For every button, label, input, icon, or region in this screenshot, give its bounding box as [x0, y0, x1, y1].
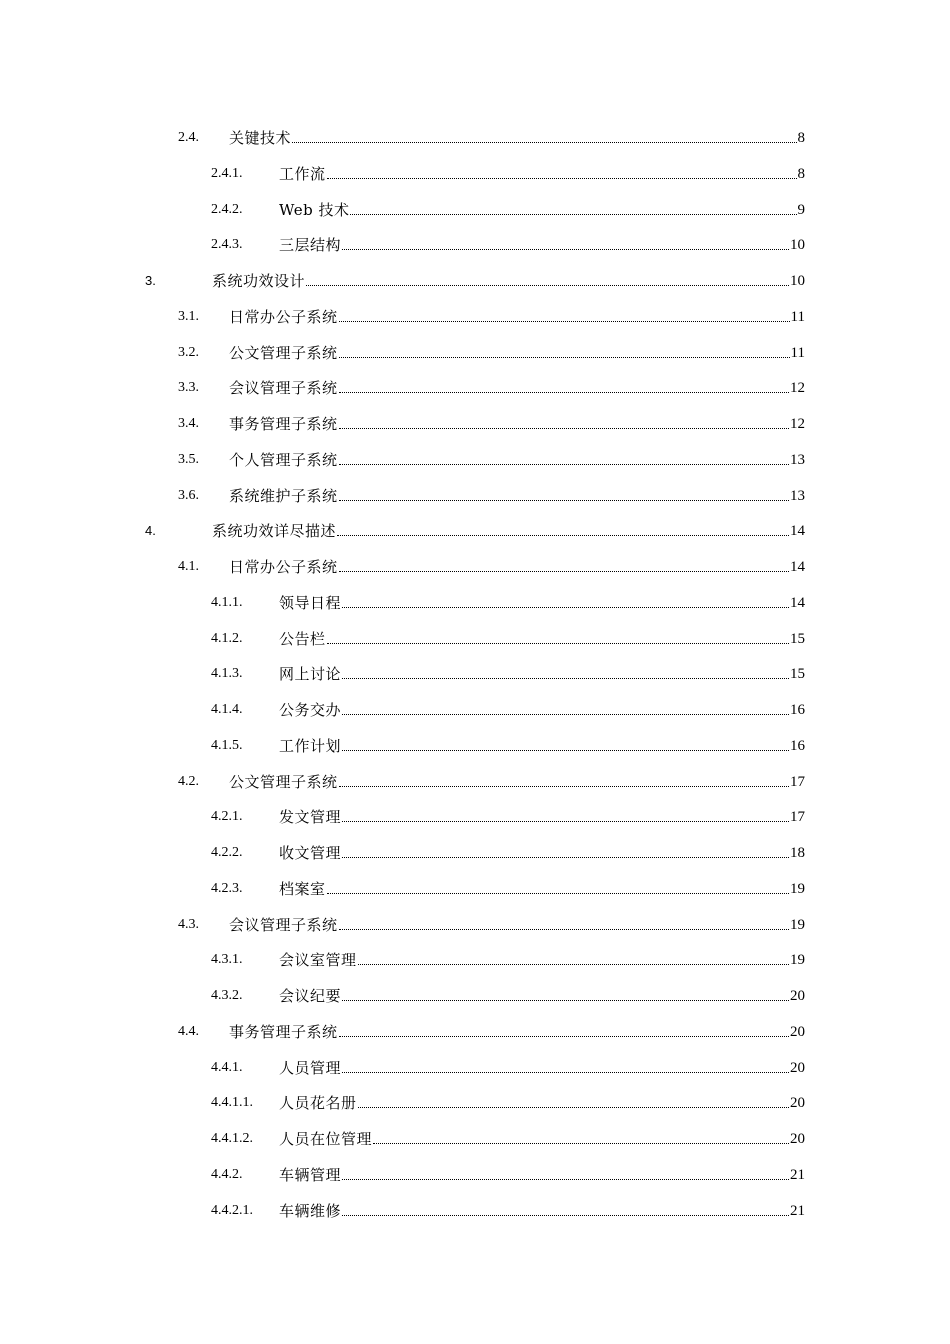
toc-entry[interactable]: [0, 336, 805, 362]
toc-entry-page: 16: [790, 737, 805, 754]
toc-entry[interactable]: [0, 872, 805, 898]
toc-dot-leader: [342, 1179, 789, 1180]
toc-entry-title: 系统功效详尽描述: [212, 522, 337, 541]
toc-entry-title: 人员管理: [279, 1058, 342, 1077]
toc-entry[interactable]: [0, 1015, 805, 1041]
toc-dot-leader: [342, 1000, 789, 1001]
toc-entry-number: 4.4.1.: [211, 1059, 243, 1075]
toc-entry[interactable]: [0, 514, 805, 540]
toc-entry[interactable]: [0, 443, 805, 469]
toc-dot-leader: [306, 285, 789, 286]
toc-entry-page: 19: [790, 952, 805, 969]
toc-entry-page: 11: [790, 344, 805, 361]
toc-entry-page: 20: [790, 1023, 805, 1040]
toc-entry-page: 9: [797, 201, 805, 218]
toc-dot-leader: [292, 142, 796, 143]
toc-entry-page: 17: [790, 809, 805, 826]
toc-dot-leader: [339, 464, 789, 465]
toc-entry-title: 公务交办: [279, 701, 342, 719]
toc-entry-number: 4.4.2.1.: [211, 1202, 253, 1218]
toc-entry-title: 车辆管理: [279, 1165, 342, 1184]
toc-entry[interactable]: [0, 1194, 805, 1220]
toc-entry-page: 10: [790, 237, 805, 254]
toc-entry-title: 会议管理子系统: [229, 379, 338, 398]
toc-entry-page: 13: [790, 487, 805, 504]
toc-dot-leader: [327, 893, 789, 894]
toc-entry-page: 19: [790, 880, 805, 897]
toc-entry-number: 4.4.1.1.: [211, 1095, 253, 1111]
toc-entry[interactable]: [0, 157, 805, 183]
toc-entry[interactable]: [0, 1122, 805, 1148]
toc-entry-number: 4.2.: [178, 773, 199, 789]
toc-entry-page: 20: [790, 988, 805, 1004]
toc-entry[interactable]: [0, 586, 805, 612]
toc-entry-title: 会议管理子系统: [229, 915, 338, 934]
toc-entry-page: 20: [790, 1059, 805, 1076]
toc-dot-leader: [342, 1215, 789, 1216]
toc-entry-title: 人员在位管理: [279, 1130, 373, 1148]
toc-entry-page: 12: [790, 380, 805, 397]
toc-entry-title: 工作流: [279, 164, 326, 183]
toc-entry-number: 4.4.1.2.: [211, 1131, 253, 1146]
toc-entry-number: 3.6.: [178, 487, 199, 503]
toc-entry-page: 8: [797, 130, 805, 146]
toc-entry-number: 4.1.1.: [211, 594, 243, 610]
toc-entry-number: 4.1.2.: [211, 630, 243, 646]
toc-dot-leader: [339, 321, 790, 322]
toc-entry-number: 3.2.: [178, 344, 199, 360]
toc-entry-number: 4.3.2.: [211, 988, 243, 1003]
toc-entry-title: 公文管理子系统: [229, 343, 338, 362]
toc-entry-page: 11: [790, 308, 805, 325]
toc-dot-leader: [339, 392, 789, 393]
toc-entry[interactable]: [0, 1051, 805, 1077]
toc-dot-leader: [342, 607, 789, 608]
toc-entry[interactable]: [0, 1086, 805, 1112]
toc-entry[interactable]: [0, 264, 805, 290]
toc-dot-leader: [342, 714, 789, 715]
toc-entry-title: 事务管理子系统: [229, 415, 338, 433]
toc-dot-leader: [342, 249, 789, 250]
toc-entry-title: 网上讨论: [279, 665, 342, 684]
toc-entry-page: 19: [790, 916, 805, 933]
toc-entry[interactable]: [0, 300, 805, 326]
toc-entry-title: 事务管理子系统: [229, 1022, 338, 1041]
toc-entry-title: 领导日程: [279, 593, 342, 612]
toc-entry-number: 4.1.: [178, 559, 199, 574]
toc-entry-page: 18: [790, 845, 805, 861]
toc-entry[interactable]: [0, 800, 805, 826]
toc-entry-number: 3.5.: [178, 451, 199, 467]
toc-entry-title: 工作计划: [279, 736, 342, 755]
toc-entry-number: 4.4.: [178, 1023, 199, 1039]
toc-entry-title: 发文管理: [279, 808, 342, 827]
toc-entry-page: 14: [790, 523, 805, 540]
toc-entry-title: Web 技术: [279, 200, 350, 219]
toc-entry-title: 会议纪要: [279, 987, 342, 1005]
toc-entry-title: 公告栏: [279, 629, 326, 648]
toc-entry-number: 2.4.2.: [211, 201, 243, 217]
toc-entry-number: 2.4.: [178, 130, 199, 145]
toc-entry-number: 4.1.4.: [211, 702, 243, 717]
toc-entry-number: 2.4.1.: [211, 165, 243, 181]
toc-entry[interactable]: [0, 407, 805, 433]
toc-dot-leader: [339, 500, 789, 501]
toc-entry-number: 4.3.1.: [211, 952, 243, 968]
toc-entry-page: 20: [790, 1095, 805, 1112]
toc-entry[interactable]: [0, 228, 805, 254]
toc-entry-number: 4.4.2.: [211, 1166, 243, 1182]
toc-dot-leader: [327, 643, 789, 644]
toc-entry[interactable]: [0, 193, 805, 219]
toc-entry-title: 人员花名册: [279, 1094, 357, 1113]
toc-entry[interactable]: [0, 729, 805, 755]
toc-entry-page: 21: [790, 1202, 805, 1219]
toc-entry-page: 14: [790, 559, 805, 575]
toc-entry-number: 3.1.: [178, 308, 199, 324]
toc-dot-leader: [339, 1036, 789, 1037]
toc-entry-number: 4.2.3.: [211, 880, 243, 896]
toc-dot-leader: [339, 786, 789, 787]
toc-entry-number: 4.3.: [178, 916, 199, 932]
toc-entry-title: 日常办公子系统: [229, 307, 338, 326]
toc-dot-leader: [373, 1143, 789, 1144]
toc-dot-leader: [342, 1072, 789, 1073]
toc-entry-title: 系统维护子系统: [229, 486, 338, 505]
toc-entry-number: 3.4.: [178, 416, 199, 431]
toc-entry-title: 系统功效设计: [212, 272, 306, 290]
toc-entry[interactable]: [0, 550, 805, 576]
toc-entry-page: 16: [790, 702, 805, 718]
toc-dot-leader: [339, 929, 789, 930]
toc-entry[interactable]: [0, 979, 805, 1005]
toc-entry-title: 收文管理: [279, 844, 342, 862]
toc-entry-number: 4.: [145, 523, 156, 539]
toc-entry-title: 车辆维修: [279, 1201, 342, 1220]
toc-entry-title: 会议室管理: [279, 951, 357, 970]
toc-entry-number: 4.1.3.: [211, 666, 243, 682]
toc-entry-title: 三层结构: [279, 236, 342, 255]
toc-entry-page: 10: [790, 273, 805, 289]
toc-entry-number: 3.: [145, 273, 156, 288]
toc-entry-page: 21: [790, 1166, 805, 1183]
toc-entry[interactable]: [0, 908, 805, 934]
toc-entry-page: 17: [790, 773, 805, 790]
toc-entry[interactable]: [0, 479, 805, 505]
toc-dot-leader: [342, 821, 789, 822]
toc-dot-leader: [339, 571, 789, 572]
toc-entry-number: 4.2.2.: [211, 845, 243, 860]
toc-entry-page: 20: [790, 1131, 805, 1147]
toc-entry[interactable]: [0, 121, 805, 147]
toc-entry-page: 13: [790, 451, 805, 468]
toc-entry-number: 4.1.5.: [211, 737, 243, 753]
toc-entry[interactable]: [0, 836, 805, 862]
toc-dot-leader: [358, 1107, 789, 1108]
toc-entry-title: 个人管理子系统: [229, 450, 338, 469]
toc-entry[interactable]: [0, 657, 805, 683]
toc-entry-title: 公文管理子系统: [229, 772, 338, 791]
toc-entry-number: 2.4.3.: [211, 237, 243, 253]
toc-entry[interactable]: [0, 371, 805, 397]
toc-entry-page: 14: [790, 594, 805, 611]
toc-dot-leader: [339, 357, 790, 358]
toc-dot-leader: [350, 214, 796, 215]
toc-entry-title: 日常办公子系统: [229, 558, 338, 576]
toc-dot-leader: [337, 535, 789, 536]
toc-entry-page: 15: [790, 666, 805, 683]
toc-dot-leader: [339, 428, 789, 429]
toc-dot-leader: [342, 678, 789, 679]
toc-entry[interactable]: [0, 1158, 805, 1184]
toc-entry-title: 档案室: [279, 879, 326, 898]
toc-entry[interactable]: [0, 693, 805, 719]
toc-entry-page: 12: [790, 416, 805, 432]
toc-dot-leader: [327, 178, 797, 179]
toc-entry-title: 关键技术: [229, 129, 292, 147]
toc-entry[interactable]: [0, 622, 805, 648]
toc-dot-leader: [342, 857, 789, 858]
toc-entry-number: 4.2.1.: [211, 809, 243, 825]
toc-entry-page: 15: [790, 630, 805, 647]
toc-dot-leader: [358, 964, 789, 965]
toc-entry[interactable]: [0, 765, 805, 791]
toc-entry-number: 3.3.: [178, 380, 199, 396]
toc-dot-leader: [342, 750, 789, 751]
toc-entry[interactable]: [0, 943, 805, 969]
toc-entry-page: 8: [797, 165, 805, 182]
